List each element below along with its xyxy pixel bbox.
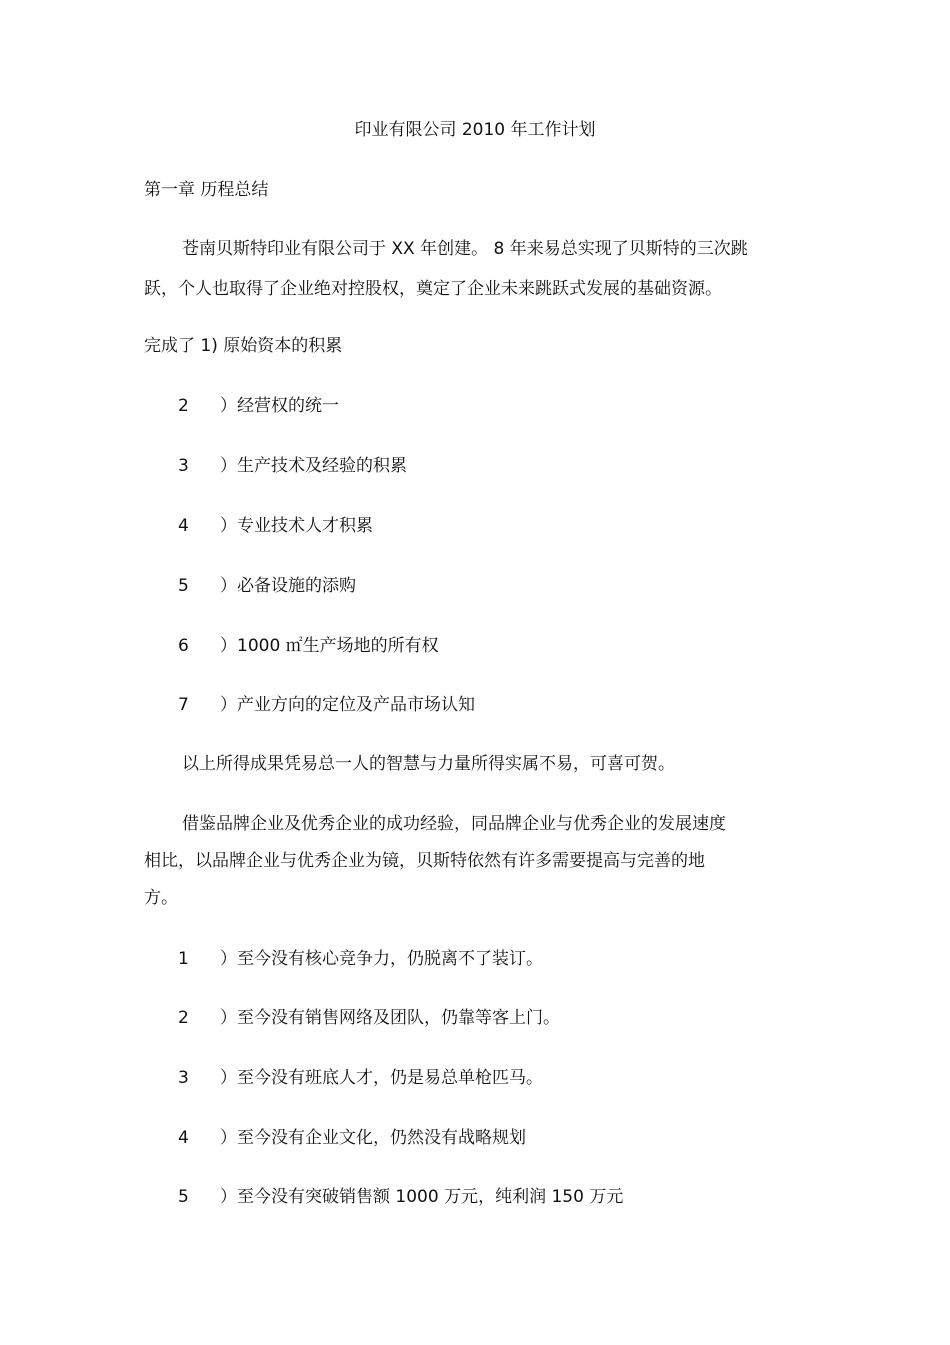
document-title: 印业有限公司 2010 年工作计划 — [354, 120, 596, 140]
benchmark-line-1: 借鉴品牌企业及优秀企业的成功经验，同品牌企业与优秀企业的发展速度 — [182, 814, 726, 834]
benchmark-line-2: 相比，以品牌企业与优秀企业为镜，贝斯特依然有许多需要提高与完善的地 — [144, 851, 705, 871]
item-text: ）生产技术及经验的积累 — [220, 456, 407, 476]
item-number: 3 — [178, 456, 189, 476]
item-number: 5 — [178, 1187, 189, 1207]
item-text: ）至今没有核心竞争力，仍脱离不了装订。 — [220, 949, 543, 969]
item-text: ）至今没有突破销售额 1000 万元，纯利润 150 万元 — [220, 1187, 624, 1207]
item-text: ）1000 ㎡生产场地的所有权 — [220, 636, 439, 656]
item-text: ）专业技术人才积累 — [220, 516, 373, 536]
intro-line-2: 跃，个人也取得了企业绝对控股权，奠定了企业未来跳跃式发展的基础资源。 — [144, 279, 722, 299]
item-number: 2 — [178, 1008, 189, 1028]
item-number: 3 — [178, 1068, 189, 1088]
item-number: 6 — [178, 636, 189, 656]
completed-lead: 完成了 1) 原始资本的积累 — [144, 336, 343, 356]
item-text: ）经营权的统一 — [220, 396, 339, 416]
item-number: 5 — [178, 576, 189, 596]
item-text: ）至今没有班底人才，仍是易总单枪匹马。 — [220, 1068, 543, 1088]
item-text: ）产业方向的定位及产品市场认知 — [220, 695, 475, 715]
chapter-heading: 第一章 历程总结 — [144, 180, 269, 200]
summary-line: 以上所得成果凭易总一人的智慧与力量所得实属不易，可喜可贺。 — [182, 754, 675, 774]
item-text: ）至今没有销售网络及团队，仍靠等客上门。 — [220, 1008, 560, 1028]
item-number: 1 — [178, 949, 189, 969]
benchmark-line-3: 方。 — [144, 888, 178, 908]
intro-line-1: 苍南贝斯特印业有限公司于 XX 年创建。 8 年来易总实现了贝斯特的三次跳 — [182, 239, 748, 259]
item-number: 4 — [178, 516, 189, 536]
item-text: ）至今没有企业文化，仍然没有战略规划 — [220, 1128, 526, 1148]
item-text: ）必备设施的添购 — [220, 576, 356, 596]
item-number: 7 — [178, 695, 189, 715]
item-number: 4 — [178, 1128, 189, 1148]
item-number: 2 — [178, 396, 189, 416]
